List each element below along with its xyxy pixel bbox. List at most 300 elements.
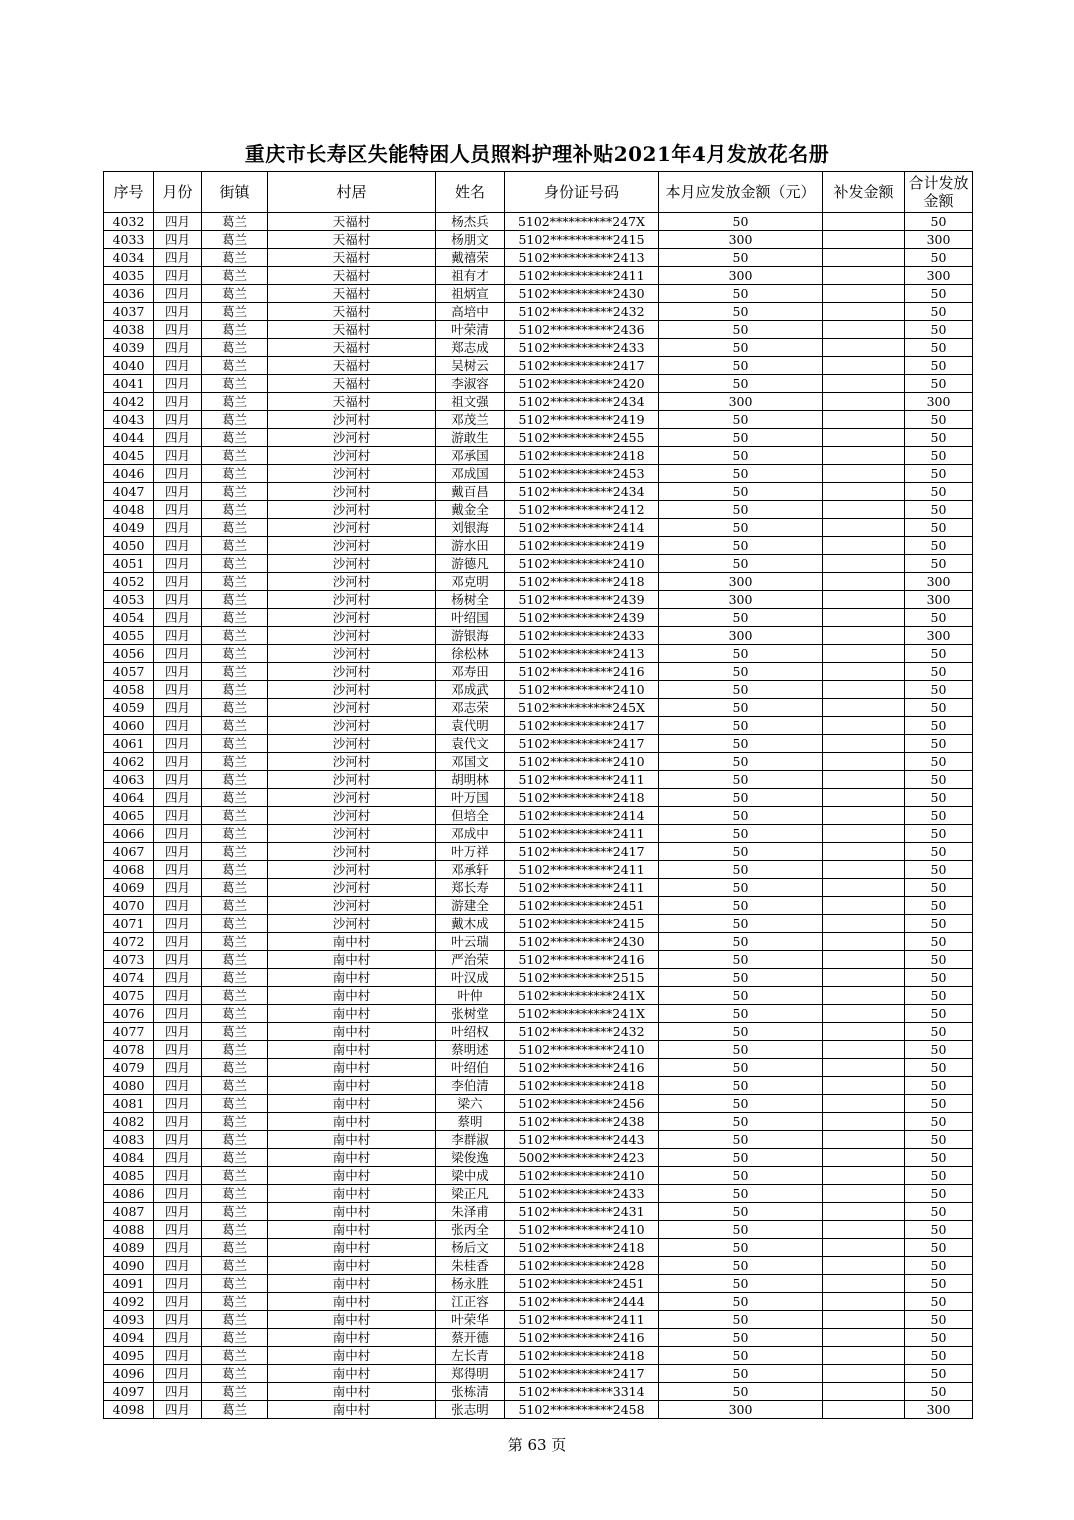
cell-month: 四月 bbox=[154, 1311, 202, 1329]
cell-id-number: 5102**********2433 bbox=[505, 1185, 659, 1203]
cell-town: 葛兰 bbox=[202, 1041, 268, 1059]
table-row bbox=[104, 1401, 973, 1419]
cell-monthly-amount: 50 bbox=[659, 1257, 823, 1275]
cell-total-amount: 50 bbox=[905, 1383, 973, 1401]
cell-total-amount: 50 bbox=[905, 789, 973, 807]
cell-town: 葛兰 bbox=[202, 285, 268, 303]
cell-town: 葛兰 bbox=[202, 843, 268, 861]
cell-town: 葛兰 bbox=[202, 429, 268, 447]
cell-id-number: 5102**********2418 bbox=[505, 789, 659, 807]
cell-back-pay bbox=[823, 681, 905, 699]
cell-name: 张志明 bbox=[436, 1401, 505, 1419]
cell-id-number: 5102**********2433 bbox=[505, 339, 659, 357]
cell-month: 四月 bbox=[154, 1095, 202, 1113]
cell-name: 胡明林 bbox=[436, 771, 505, 789]
cell-village: 天福村 bbox=[268, 321, 436, 339]
cell-month: 四月 bbox=[154, 951, 202, 969]
cell-monthly-amount: 50 bbox=[659, 1311, 823, 1329]
cell-index: 4086 bbox=[104, 1185, 154, 1203]
cell-month: 四月 bbox=[154, 1077, 202, 1095]
cell-town: 葛兰 bbox=[202, 609, 268, 627]
cell-index: 4067 bbox=[104, 843, 154, 861]
cell-monthly-amount: 50 bbox=[659, 861, 823, 879]
table-row bbox=[104, 627, 973, 645]
cell-index: 4037 bbox=[104, 303, 154, 321]
cell-village: 沙河村 bbox=[268, 825, 436, 843]
cell-total-amount: 50 bbox=[905, 357, 973, 375]
cell-monthly-amount: 50 bbox=[659, 1329, 823, 1347]
cell-monthly-amount: 50 bbox=[659, 1077, 823, 1095]
table-row bbox=[104, 879, 973, 897]
cell-month: 四月 bbox=[154, 969, 202, 987]
cell-name: 徐松林 bbox=[436, 645, 505, 663]
cell-back-pay bbox=[823, 213, 905, 231]
cell-village: 沙河村 bbox=[268, 429, 436, 447]
cell-town: 葛兰 bbox=[202, 1311, 268, 1329]
cell-id-number: 5102**********2415 bbox=[505, 231, 659, 249]
cell-town: 葛兰 bbox=[202, 771, 268, 789]
cell-index: 4065 bbox=[104, 807, 154, 825]
cell-month: 四月 bbox=[154, 699, 202, 717]
cell-town: 葛兰 bbox=[202, 1005, 268, 1023]
table-row bbox=[104, 1221, 973, 1239]
table-row bbox=[104, 537, 973, 555]
cell-id-number: 5102**********2439 bbox=[505, 609, 659, 627]
cell-town: 葛兰 bbox=[202, 249, 268, 267]
cell-monthly-amount: 50 bbox=[659, 1221, 823, 1239]
cell-back-pay bbox=[823, 897, 905, 915]
cell-month: 四月 bbox=[154, 627, 202, 645]
cell-month: 四月 bbox=[154, 483, 202, 501]
cell-month: 四月 bbox=[154, 339, 202, 357]
table-row bbox=[104, 303, 973, 321]
cell-total-amount: 300 bbox=[905, 1401, 973, 1419]
cell-month: 四月 bbox=[154, 537, 202, 555]
table-row bbox=[104, 483, 973, 501]
cell-name: 戴木成 bbox=[436, 915, 505, 933]
cell-month: 四月 bbox=[154, 861, 202, 879]
cell-id-number: 5102**********2416 bbox=[505, 1059, 659, 1077]
cell-back-pay bbox=[823, 537, 905, 555]
cell-back-pay bbox=[823, 627, 905, 645]
cell-total-amount: 50 bbox=[905, 609, 973, 627]
cell-town: 葛兰 bbox=[202, 519, 268, 537]
cell-month: 四月 bbox=[154, 915, 202, 933]
cell-village: 沙河村 bbox=[268, 519, 436, 537]
cell-monthly-amount: 50 bbox=[659, 285, 823, 303]
cell-id-number: 5102**********2455 bbox=[505, 429, 659, 447]
cell-town: 葛兰 bbox=[202, 1365, 268, 1383]
cell-index: 4043 bbox=[104, 411, 154, 429]
cell-village: 天福村 bbox=[268, 339, 436, 357]
cell-monthly-amount: 300 bbox=[659, 231, 823, 249]
cell-index: 4057 bbox=[104, 663, 154, 681]
cell-monthly-amount: 50 bbox=[659, 681, 823, 699]
cell-back-pay bbox=[823, 555, 905, 573]
cell-total-amount: 50 bbox=[905, 987, 973, 1005]
cell-index: 4055 bbox=[104, 627, 154, 645]
cell-town: 葛兰 bbox=[202, 501, 268, 519]
cell-back-pay bbox=[823, 519, 905, 537]
cell-name: 张丙全 bbox=[436, 1221, 505, 1239]
cell-village: 沙河村 bbox=[268, 573, 436, 591]
cell-id-number: 5102**********2451 bbox=[505, 897, 659, 915]
table-row bbox=[104, 267, 973, 285]
cell-name: 游德凡 bbox=[436, 555, 505, 573]
table-row bbox=[104, 1347, 973, 1365]
table-row bbox=[104, 591, 973, 609]
cell-total-amount: 50 bbox=[905, 1275, 973, 1293]
cell-month: 四月 bbox=[154, 645, 202, 663]
cell-total-amount: 50 bbox=[905, 1221, 973, 1239]
cell-town: 葛兰 bbox=[202, 951, 268, 969]
cell-id-number: 5102**********241X bbox=[505, 1005, 659, 1023]
cell-total-amount: 50 bbox=[905, 1185, 973, 1203]
cell-id-number: 5102**********2417 bbox=[505, 843, 659, 861]
cell-monthly-amount: 50 bbox=[659, 537, 823, 555]
cell-name: 张栋清 bbox=[436, 1383, 505, 1401]
cell-index: 4072 bbox=[104, 933, 154, 951]
cell-town: 葛兰 bbox=[202, 573, 268, 591]
cell-back-pay bbox=[823, 663, 905, 681]
cell-town: 葛兰 bbox=[202, 789, 268, 807]
cell-town: 葛兰 bbox=[202, 753, 268, 771]
cell-month: 四月 bbox=[154, 411, 202, 429]
cell-name: 但培全 bbox=[436, 807, 505, 825]
table-row bbox=[104, 789, 973, 807]
cell-total-amount: 50 bbox=[905, 1257, 973, 1275]
cell-name: 邓国文 bbox=[436, 753, 505, 771]
cell-monthly-amount: 50 bbox=[659, 1203, 823, 1221]
cell-village: 沙河村 bbox=[268, 447, 436, 465]
cell-id-number: 5102**********2410 bbox=[505, 753, 659, 771]
cell-month: 四月 bbox=[154, 573, 202, 591]
cell-name: 叶绍国 bbox=[436, 609, 505, 627]
table-row bbox=[104, 1167, 973, 1185]
cell-index: 4042 bbox=[104, 393, 154, 411]
cell-total-amount: 50 bbox=[905, 1365, 973, 1383]
cell-month: 四月 bbox=[154, 825, 202, 843]
cell-name: 袁代明 bbox=[436, 717, 505, 735]
cell-town: 葛兰 bbox=[202, 537, 268, 555]
cell-index: 4044 bbox=[104, 429, 154, 447]
cell-town: 葛兰 bbox=[202, 861, 268, 879]
cell-month: 四月 bbox=[154, 789, 202, 807]
cell-village: 沙河村 bbox=[268, 717, 436, 735]
cell-town: 葛兰 bbox=[202, 1221, 268, 1239]
cell-village: 天福村 bbox=[268, 231, 436, 249]
cell-total-amount: 300 bbox=[905, 627, 973, 645]
cell-town: 葛兰 bbox=[202, 1113, 268, 1131]
cell-name: 高培中 bbox=[436, 303, 505, 321]
cell-id-number: 5102**********2416 bbox=[505, 663, 659, 681]
cell-total-amount: 50 bbox=[905, 915, 973, 933]
cell-monthly-amount: 50 bbox=[659, 771, 823, 789]
cell-town: 葛兰 bbox=[202, 1293, 268, 1311]
cell-index: 4052 bbox=[104, 573, 154, 591]
cell-month: 四月 bbox=[154, 1383, 202, 1401]
header-monthly-amount: 本月应发放金额（元） bbox=[659, 172, 823, 213]
cell-village: 南中村 bbox=[268, 1059, 436, 1077]
cell-monthly-amount: 50 bbox=[659, 483, 823, 501]
cell-total-amount: 300 bbox=[905, 231, 973, 249]
cell-back-pay bbox=[823, 987, 905, 1005]
cell-index: 4093 bbox=[104, 1311, 154, 1329]
cell-index: 4092 bbox=[104, 1293, 154, 1311]
cell-back-pay bbox=[823, 393, 905, 411]
cell-village: 南中村 bbox=[268, 1275, 436, 1293]
cell-total-amount: 50 bbox=[905, 1167, 973, 1185]
cell-index: 4047 bbox=[104, 483, 154, 501]
cell-monthly-amount: 50 bbox=[659, 1185, 823, 1203]
cell-id-number: 5102**********2410 bbox=[505, 1167, 659, 1185]
cell-monthly-amount: 300 bbox=[659, 393, 823, 411]
table-row bbox=[104, 663, 973, 681]
cell-monthly-amount: 50 bbox=[659, 1167, 823, 1185]
cell-index: 4074 bbox=[104, 969, 154, 987]
cell-back-pay bbox=[823, 951, 905, 969]
cell-total-amount: 50 bbox=[905, 483, 973, 501]
cell-town: 葛兰 bbox=[202, 735, 268, 753]
cell-town: 葛兰 bbox=[202, 213, 268, 231]
cell-id-number: 5102**********3314 bbox=[505, 1383, 659, 1401]
cell-monthly-amount: 50 bbox=[659, 1149, 823, 1167]
cell-id-number: 5102**********2419 bbox=[505, 537, 659, 555]
cell-name: 蔡开德 bbox=[436, 1329, 505, 1347]
table-row bbox=[104, 393, 973, 411]
cell-name: 杨杰兵 bbox=[436, 213, 505, 231]
cell-monthly-amount: 50 bbox=[659, 1239, 823, 1257]
table-row bbox=[104, 285, 973, 303]
cell-town: 葛兰 bbox=[202, 321, 268, 339]
cell-monthly-amount: 50 bbox=[659, 1113, 823, 1131]
cell-month: 四月 bbox=[154, 1329, 202, 1347]
cell-index: 4036 bbox=[104, 285, 154, 303]
cell-monthly-amount: 50 bbox=[659, 447, 823, 465]
cell-monthly-amount: 50 bbox=[659, 987, 823, 1005]
cell-id-number: 5102**********2413 bbox=[505, 249, 659, 267]
cell-index: 4056 bbox=[104, 645, 154, 663]
cell-town: 葛兰 bbox=[202, 915, 268, 933]
cell-town: 葛兰 bbox=[202, 699, 268, 717]
cell-back-pay bbox=[823, 339, 905, 357]
cell-index: 4054 bbox=[104, 609, 154, 627]
cell-back-pay bbox=[823, 1293, 905, 1311]
cell-id-number: 5102**********2419 bbox=[505, 411, 659, 429]
cell-back-pay bbox=[823, 1167, 905, 1185]
cell-month: 四月 bbox=[154, 717, 202, 735]
cell-index: 4088 bbox=[104, 1221, 154, 1239]
cell-total-amount: 50 bbox=[905, 1203, 973, 1221]
table-row bbox=[104, 249, 973, 267]
table-row bbox=[104, 717, 973, 735]
cell-total-amount: 50 bbox=[905, 1131, 973, 1149]
cell-town: 葛兰 bbox=[202, 1401, 268, 1419]
table-row bbox=[104, 1383, 973, 1401]
cell-monthly-amount: 50 bbox=[659, 1293, 823, 1311]
cell-id-number: 5102**********2410 bbox=[505, 1221, 659, 1239]
table-row bbox=[104, 735, 973, 753]
cell-name: 李伯清 bbox=[436, 1077, 505, 1095]
cell-town: 葛兰 bbox=[202, 663, 268, 681]
cell-total-amount: 50 bbox=[905, 807, 973, 825]
cell-name: 戴金全 bbox=[436, 501, 505, 519]
cell-total-amount: 50 bbox=[905, 1293, 973, 1311]
cell-index: 4050 bbox=[104, 537, 154, 555]
cell-name: 邓寿田 bbox=[436, 663, 505, 681]
cell-monthly-amount: 50 bbox=[659, 1275, 823, 1293]
cell-id-number: 5102**********2413 bbox=[505, 645, 659, 663]
cell-village: 南中村 bbox=[268, 1149, 436, 1167]
cell-id-number: 5102**********2418 bbox=[505, 573, 659, 591]
cell-name: 游水田 bbox=[436, 537, 505, 555]
cell-total-amount: 50 bbox=[905, 843, 973, 861]
cell-name: 李淑容 bbox=[436, 375, 505, 393]
cell-id-number: 5102**********245X bbox=[505, 699, 659, 717]
cell-town: 葛兰 bbox=[202, 969, 268, 987]
cell-back-pay bbox=[823, 645, 905, 663]
cell-month: 四月 bbox=[154, 1239, 202, 1257]
cell-back-pay bbox=[823, 1221, 905, 1239]
cell-id-number: 5102**********2416 bbox=[505, 951, 659, 969]
cell-village: 南中村 bbox=[268, 1077, 436, 1095]
cell-village: 沙河村 bbox=[268, 915, 436, 933]
cell-village: 南中村 bbox=[268, 1401, 436, 1419]
cell-village: 南中村 bbox=[268, 1203, 436, 1221]
table-row bbox=[104, 1257, 973, 1275]
cell-town: 葛兰 bbox=[202, 897, 268, 915]
cell-id-number: 5102**********2432 bbox=[505, 303, 659, 321]
cell-index: 4034 bbox=[104, 249, 154, 267]
cell-monthly-amount: 50 bbox=[659, 897, 823, 915]
table-row bbox=[104, 465, 973, 483]
cell-month: 四月 bbox=[154, 1113, 202, 1131]
cell-month: 四月 bbox=[154, 267, 202, 285]
table-body bbox=[104, 213, 973, 1419]
cell-monthly-amount: 50 bbox=[659, 753, 823, 771]
cell-village: 沙河村 bbox=[268, 483, 436, 501]
cell-name: 叶万国 bbox=[436, 789, 505, 807]
cell-index: 4079 bbox=[104, 1059, 154, 1077]
cell-id-number: 5102**********2417 bbox=[505, 735, 659, 753]
cell-back-pay bbox=[823, 861, 905, 879]
cell-index: 4058 bbox=[104, 681, 154, 699]
table-row bbox=[104, 987, 973, 1005]
cell-month: 四月 bbox=[154, 555, 202, 573]
cell-id-number: 5102**********241X bbox=[505, 987, 659, 1005]
cell-town: 葛兰 bbox=[202, 1059, 268, 1077]
cell-back-pay bbox=[823, 753, 905, 771]
table-row bbox=[104, 861, 973, 879]
cell-name: 祖炳宣 bbox=[436, 285, 505, 303]
cell-total-amount: 50 bbox=[905, 501, 973, 519]
cell-total-amount: 50 bbox=[905, 555, 973, 573]
cell-month: 四月 bbox=[154, 933, 202, 951]
cell-index: 4076 bbox=[104, 1005, 154, 1023]
cell-back-pay bbox=[823, 825, 905, 843]
table-row bbox=[104, 681, 973, 699]
cell-month: 四月 bbox=[154, 501, 202, 519]
cell-name: 叶汉成 bbox=[436, 969, 505, 987]
table-row bbox=[104, 1293, 973, 1311]
cell-name: 游银海 bbox=[436, 627, 505, 645]
cell-total-amount: 50 bbox=[905, 519, 973, 537]
cell-name: 蔡明述 bbox=[436, 1041, 505, 1059]
cell-village: 沙河村 bbox=[268, 753, 436, 771]
cell-name: 邓成中 bbox=[436, 825, 505, 843]
cell-id-number: 5102**********2436 bbox=[505, 321, 659, 339]
cell-monthly-amount: 50 bbox=[659, 789, 823, 807]
cell-total-amount: 50 bbox=[905, 717, 973, 735]
cell-id-number: 5102**********2438 bbox=[505, 1113, 659, 1131]
cell-village: 南中村 bbox=[268, 1221, 436, 1239]
cell-total-amount: 50 bbox=[905, 1311, 973, 1329]
cell-back-pay bbox=[823, 321, 905, 339]
cell-back-pay bbox=[823, 357, 905, 375]
cell-village: 天福村 bbox=[268, 249, 436, 267]
cell-monthly-amount: 50 bbox=[659, 321, 823, 339]
cell-village: 沙河村 bbox=[268, 789, 436, 807]
cell-index: 4059 bbox=[104, 699, 154, 717]
cell-village: 南中村 bbox=[268, 1041, 436, 1059]
cell-town: 葛兰 bbox=[202, 357, 268, 375]
cell-total-amount: 50 bbox=[905, 861, 973, 879]
cell-month: 四月 bbox=[154, 249, 202, 267]
cell-village: 沙河村 bbox=[268, 411, 436, 429]
cell-month: 四月 bbox=[154, 1257, 202, 1275]
cell-total-amount: 50 bbox=[905, 1329, 973, 1347]
header-name: 姓名 bbox=[436, 172, 505, 213]
cell-total-amount: 50 bbox=[905, 735, 973, 753]
cell-id-number: 5102**********2434 bbox=[505, 393, 659, 411]
cell-id-number: 5102**********2420 bbox=[505, 375, 659, 393]
table-row bbox=[104, 1185, 973, 1203]
cell-index: 4073 bbox=[104, 951, 154, 969]
cell-id-number: 5102**********2428 bbox=[505, 1257, 659, 1275]
cell-monthly-amount: 300 bbox=[659, 267, 823, 285]
table-row bbox=[104, 1023, 973, 1041]
cell-name: 杨永胜 bbox=[436, 1275, 505, 1293]
cell-month: 四月 bbox=[154, 591, 202, 609]
table-row bbox=[104, 1059, 973, 1077]
cell-index: 4060 bbox=[104, 717, 154, 735]
cell-index: 4094 bbox=[104, 1329, 154, 1347]
table-row bbox=[104, 519, 973, 537]
cell-id-number: 5102**********2433 bbox=[505, 627, 659, 645]
cell-name: 戴百昌 bbox=[436, 483, 505, 501]
cell-back-pay bbox=[823, 1023, 905, 1041]
cell-month: 四月 bbox=[154, 393, 202, 411]
cell-id-number: 5102**********2417 bbox=[505, 357, 659, 375]
cell-id-number: 5102**********2444 bbox=[505, 1293, 659, 1311]
table-row bbox=[104, 1311, 973, 1329]
cell-village: 南中村 bbox=[268, 1005, 436, 1023]
cell-name: 邓克明 bbox=[436, 573, 505, 591]
cell-month: 四月 bbox=[154, 1005, 202, 1023]
cell-month: 四月 bbox=[154, 285, 202, 303]
cell-total-amount: 50 bbox=[905, 321, 973, 339]
cell-total-amount: 50 bbox=[905, 1059, 973, 1077]
cell-total-amount: 50 bbox=[905, 411, 973, 429]
cell-name: 郑长寿 bbox=[436, 879, 505, 897]
cell-village: 天福村 bbox=[268, 213, 436, 231]
cell-village: 天福村 bbox=[268, 285, 436, 303]
cell-village: 天福村 bbox=[268, 267, 436, 285]
cell-town: 葛兰 bbox=[202, 1131, 268, 1149]
cell-back-pay bbox=[823, 1275, 905, 1293]
header-id-number: 身份证号码 bbox=[505, 172, 659, 213]
cell-town: 葛兰 bbox=[202, 1095, 268, 1113]
